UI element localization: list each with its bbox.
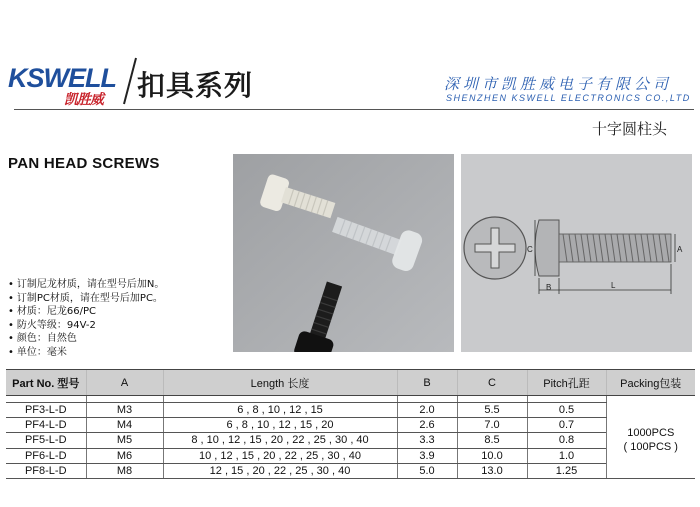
company-name-en: SHENZHEN KSWELL ELECTRONICS CO.,LTD [446, 93, 691, 103]
table-row [6, 448, 695, 463]
cell-c: 8.5 [457, 433, 527, 448]
col-header-b: B [397, 370, 457, 396]
col-header-length: Length 长度 [163, 370, 397, 396]
table-header-row [6, 370, 695, 396]
note-item: • 材质：尼龙66/PC [8, 305, 164, 319]
cell-length: 8 , 10 , 12 , 15 , 20 , 22 , 25 , 30 , 40 [163, 433, 397, 448]
cell-b: 3.9 [397, 448, 457, 463]
packing-line-2: ( 100PCS ) [623, 441, 678, 454]
cell-pitch: 0.8 [527, 433, 606, 448]
cell-c: 10.0 [457, 448, 527, 463]
dim-label-a: A [677, 245, 683, 254]
cell-part: PF4-L-D [6, 418, 86, 433]
cell-c: 7.0 [457, 418, 527, 433]
table-row [6, 403, 695, 418]
cell-c: 13.0 [457, 463, 527, 478]
table-row [6, 418, 695, 433]
cell-length: 6 , 8 , 10 , 12 , 15 , 20 [163, 418, 397, 433]
series-title: 扣具系列 [137, 69, 254, 102]
col-header-pitch: Pitch孔距 [527, 370, 606, 396]
cell-part: PF3-L-D [6, 403, 86, 418]
cell-pitch: 1.0 [527, 448, 606, 463]
dim-label-b: B [546, 283, 552, 292]
note-item: • 订制尼龙材质，请在型号后加N。 [8, 278, 164, 292]
note-item: • 颜色：自然色 [8, 332, 164, 346]
cell-c: 5.5 [457, 403, 527, 418]
cell-part: PF5-L-D [6, 433, 86, 448]
cell-b: 2.6 [397, 418, 457, 433]
note-item: • 单位：毫米 [8, 346, 164, 360]
cell-a: M3 [86, 403, 163, 418]
technical-drawing [461, 154, 692, 352]
table-spacer-row [6, 396, 695, 403]
col-header-c: C [457, 370, 527, 396]
col-header-part: Part No. 型号 [6, 370, 86, 396]
logo-subtext: 凯胜威 [64, 92, 103, 108]
cell-length: 10 , 12 , 15 , 20 , 22 , 25 , 30 , 40 [163, 448, 397, 463]
packing-line-1: 1000PCS [627, 427, 675, 440]
col-header-a: A [86, 370, 163, 396]
cell-b: 5.0 [397, 463, 457, 478]
section-title: PAN HEAD SCREWS [8, 155, 160, 172]
table-row [6, 433, 695, 448]
cell-a: M8 [86, 463, 163, 478]
cell-b: 2.0 [397, 403, 457, 418]
logo-text: KSWELL [8, 63, 116, 93]
material-notes [8, 278, 164, 359]
dim-label-c: C [527, 245, 533, 254]
cell-pitch: 0.7 [527, 418, 606, 433]
note-item: • 防火等级：94V-2 [8, 319, 164, 333]
company-name-cn: 深圳市凯胜威电子有限公司 [444, 75, 673, 93]
cell-a: M5 [86, 433, 163, 448]
cell-packing [606, 403, 695, 479]
col-header-packing: Packing包装 [606, 370, 695, 396]
category-label: 十字圆柱头 [592, 120, 668, 138]
cell-length: 12 , 15 , 20 , 22 , 25 , 30 , 40 [163, 463, 397, 478]
cell-a: M6 [86, 448, 163, 463]
cell-pitch: 1.25 [527, 463, 606, 478]
cell-pitch: 0.5 [527, 403, 606, 418]
header-divider [14, 109, 694, 110]
product-photo [233, 154, 454, 352]
table-row [6, 463, 695, 478]
cell-part: PF8-L-D [6, 463, 86, 478]
spec-table [6, 369, 695, 479]
note-item: • 订制PC材质，请在型号后加PC。 [8, 292, 164, 306]
cell-b: 3.3 [397, 433, 457, 448]
cell-a: M4 [86, 418, 163, 433]
kswell-logo [8, 63, 126, 107]
cell-part: PF6-L-D [6, 448, 86, 463]
dim-label-l: L [611, 281, 616, 290]
cell-length: 6 , 8 , 10 , 12 , 15 [163, 403, 397, 418]
